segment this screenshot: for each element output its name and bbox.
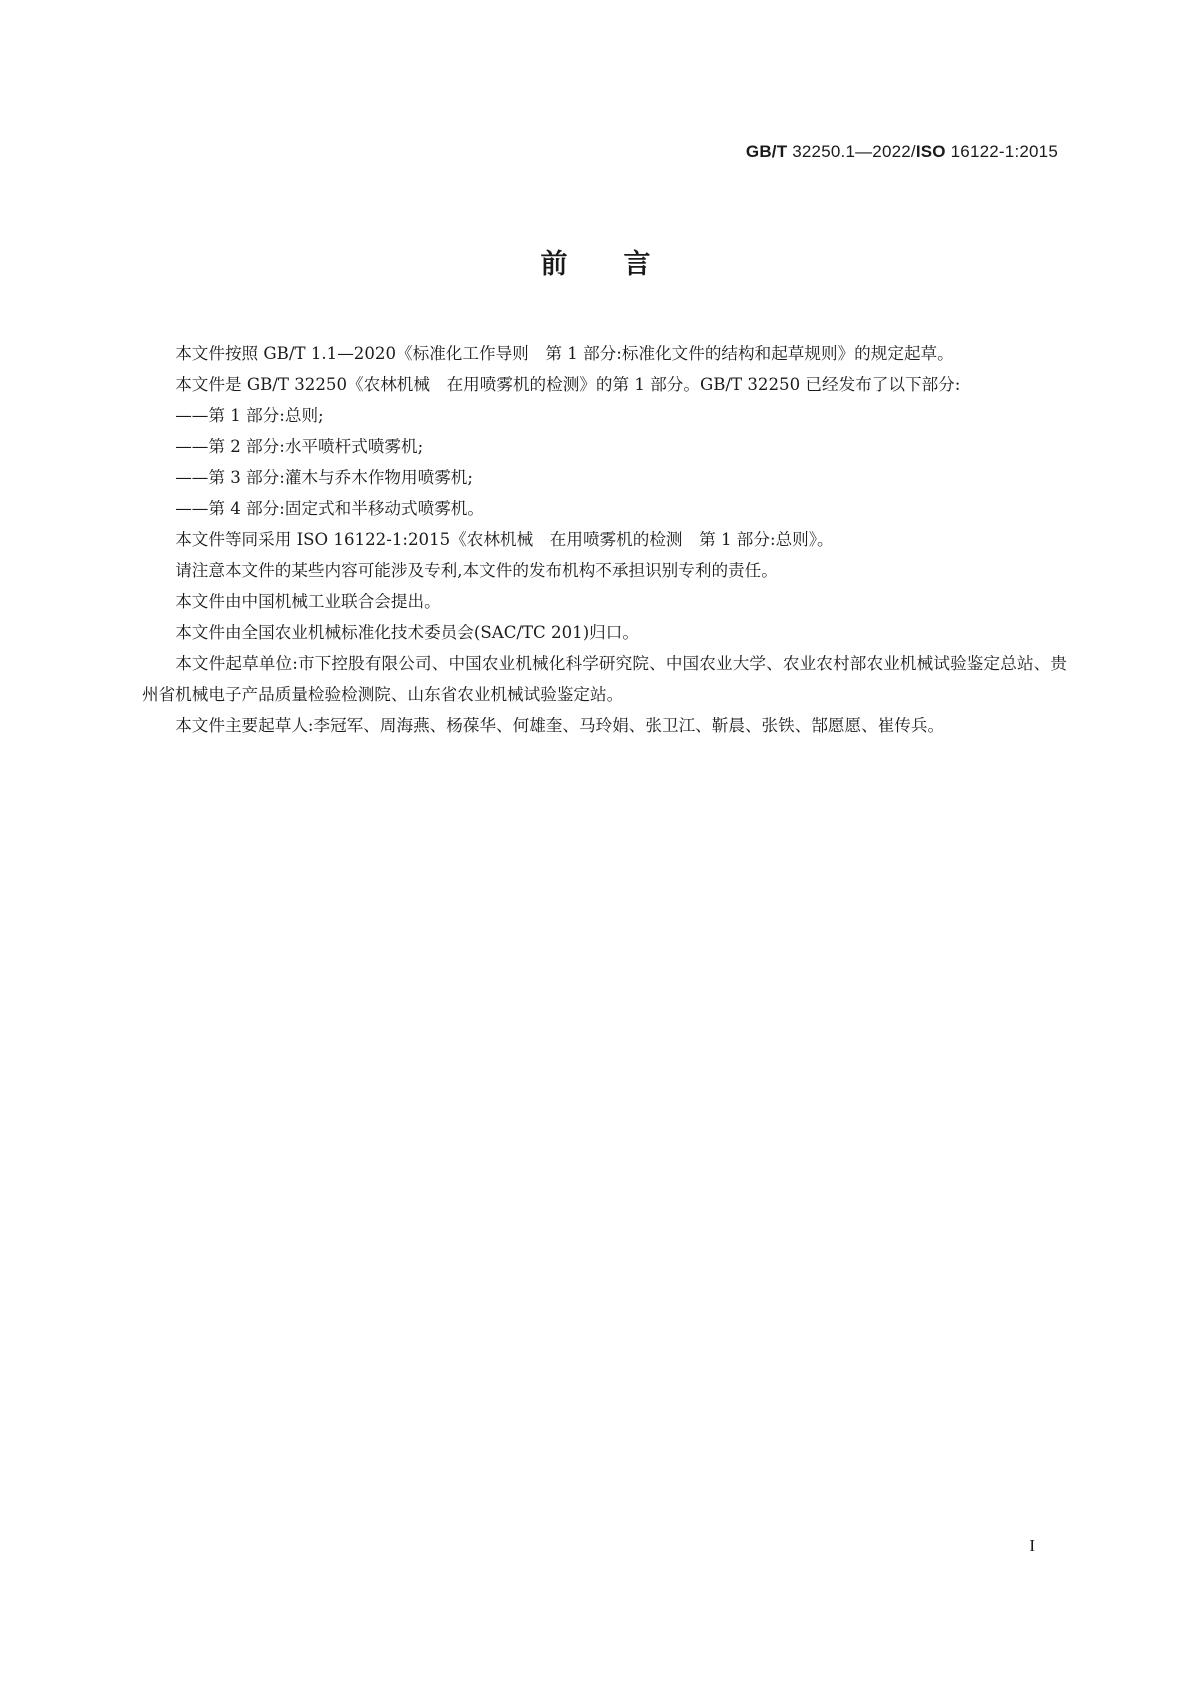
page-number: I	[1029, 1536, 1035, 1555]
standard-prefix-iso: ISO	[915, 142, 946, 161]
foreword-body	[142, 338, 1067, 741]
paragraph-drafting-units: 本文件起草单位:市下控股有限公司、中国农业机械化科学研究院、中国农业大学、农业农村部农业机械试验鉴定总站、贵州省机械电子产品质量检验检测院、山东省农业机械试验鉴定站。	[142, 654, 1067, 704]
paragraph-patent-notice: 请注意本文件的某些内容可能涉及专利,本文件的发布机构不承担识别专利的责任。	[175, 561, 778, 580]
paragraph-drafters: 本文件主要起草人:李冠军、周海燕、杨葆华、何雄奎、马玲娟、张卫江、靳晨、张铁、郜愿愿、崔传兵。	[175, 716, 945, 735]
standard-prefix-gb: GB/T	[745, 142, 788, 161]
paragraph-series-parts: 本文件是 GB/T 32250《农林机械 在用喷雾机的检测》的第 1 部分。GB/T 32250 已经发布了以下部分:	[175, 375, 961, 394]
page-title: 前言	[540, 249, 707, 280]
list-item: ——第 1 部分:总则;	[175, 406, 324, 425]
iso-number: 16122-1:2015	[945, 142, 1058, 161]
standard-code	[746, 142, 1058, 162]
paragraph-equivalence: 本文件等同采用 ISO 16122-1:2015《农林机械 在用喷雾机的检测 第 1 部分:总则》。	[175, 530, 834, 549]
standard-number: 32250.1—2022/	[787, 142, 916, 161]
list-item: ——第 3 部分:灌木与乔木作物用喷雾机;	[175, 468, 473, 487]
paragraph-drafting-rules: 本文件按照 GB/T 1.1—2020《标准化工作导则 第 1 部分:标准化文件的结构和起草规则》的规定起草。	[175, 344, 954, 363]
list-item: ——第 4 部分:固定式和半移动式喷雾机。	[175, 499, 484, 518]
list-item: ——第 2 部分:水平喷杆式喷雾机;	[175, 437, 424, 456]
paragraph-committee: 本文件由全国农业机械标准化技术委员会(SAC/TC 201)归口。	[175, 623, 639, 642]
paragraph-proposer: 本文件由中国机械工业联合会提出。	[175, 592, 441, 611]
